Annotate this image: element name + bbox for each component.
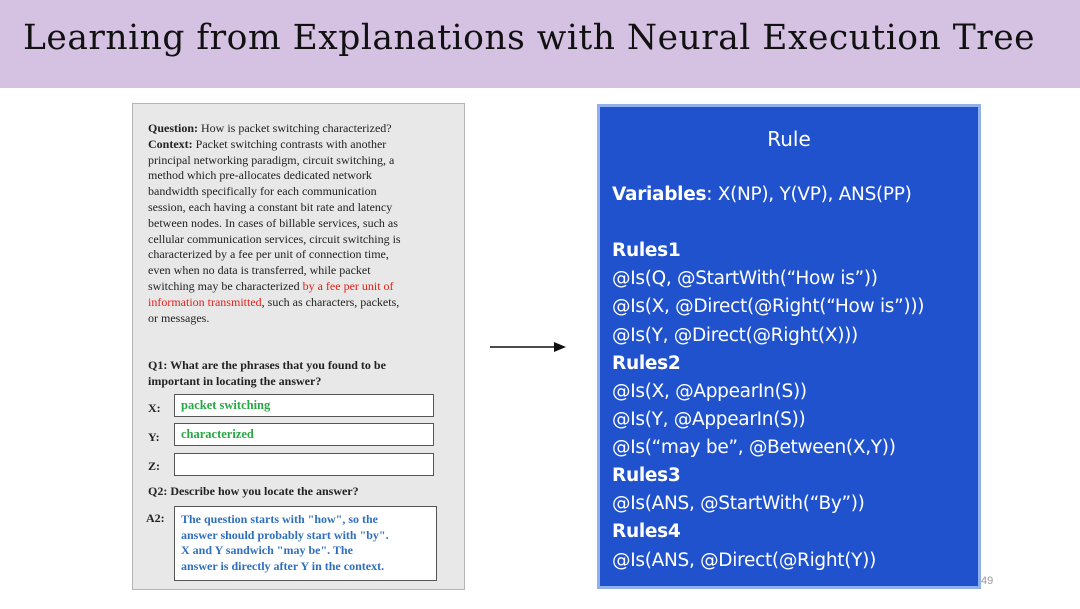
x-field[interactable]: packet switching (174, 394, 434, 417)
x-label: X: (148, 401, 161, 415)
context-line-10 (148, 279, 448, 295)
a2-line-4: answer is directly after Y in the context. (181, 558, 385, 573)
context-line-8: characterized by a fee per unit of connection time, (148, 247, 389, 262)
question-line (148, 121, 448, 137)
context-line-6: between nodes. In cases of billable services, such as (148, 215, 398, 230)
q2-prompt: Q2: Describe how you locate the answer? (148, 484, 359, 498)
question-context-passage (148, 121, 448, 326)
right-arrow-icon (490, 337, 570, 357)
rule-line: @Is(Y, @Direct(@Right(X))) (612, 325, 858, 346)
context-line-2: principal networking paradigm, circuit switching, a (148, 152, 395, 167)
context-line-4: bandwidth specifically for each communication (148, 184, 377, 199)
title-bar (0, 0, 1080, 88)
q1-line-2: important in locating the answer? (148, 373, 322, 388)
variables-line (612, 184, 912, 205)
a2-label: A2: (146, 511, 165, 525)
page-number: 49 (981, 575, 994, 587)
question-text: How is packet switching characterized? (201, 121, 392, 135)
context-line-7: cellular communication services, circuit switching is (148, 231, 401, 246)
rule-line: @Is(X, @Direct(@Right(“How is”))) (612, 296, 925, 317)
variables-label: Variables (612, 184, 707, 205)
rules4-heading: Rules4 (612, 521, 681, 542)
rule-line: @Is(“may be”, @Between(X,Y)) (612, 437, 896, 458)
rule-line: @Is(Y, @AppearIn(S)) (612, 409, 806, 430)
context-line-3: method which pre-allocates dedicated network (148, 168, 372, 183)
rule-line: @Is(ANS, @Direct(@Right(Y)) (612, 550, 876, 571)
a2-line-2: answer should probably start with "by". (181, 527, 389, 542)
z-field[interactable] (174, 453, 434, 476)
context-line-12: or messages. (148, 310, 210, 325)
context-line-11 (148, 295, 448, 311)
variables-text: : X(NP), Y(VP), ANS(PP) (706, 184, 912, 205)
rule-line: @Is(ANS, @StartWith(“By”)) (612, 493, 865, 514)
slide-title: Learning from Explanations with Neural Execution Tree (23, 18, 1036, 58)
a2-line-3: X and Y sandwich "may be". The (181, 543, 353, 557)
q1-line-1: Q1: What are the phrases that you found to be (148, 358, 386, 372)
rules1-heading: Rules1 (612, 240, 681, 261)
context-label: Context: (148, 136, 193, 151)
rule-line: @Is(X, @AppearIn(S)) (612, 381, 807, 402)
y-field[interactable]: characterized (174, 423, 434, 446)
context-text-10: switching may be characterized (148, 278, 303, 293)
context-text-11: , such as characters, packets, (261, 294, 400, 309)
rule-line: @Is(Q, @StartWith(“How is”)) (612, 268, 878, 289)
highlighted-answer-part-2: information transmitted (148, 294, 262, 309)
context-text-1: Packet switching contrasts with another (192, 136, 387, 151)
context-line-9: even when no data is transferred, while packet (148, 263, 371, 278)
rules3-heading: Rules3 (612, 465, 681, 486)
rule-panel-title: Rule (767, 127, 811, 151)
a2-explanation-field[interactable] (174, 506, 437, 581)
z-label: Z: (148, 459, 160, 473)
rule-panel (597, 104, 981, 589)
a2-line-1: The question starts with "how", so the (181, 512, 379, 526)
context-line-1 (148, 137, 448, 153)
highlighted-answer-part-1: by a fee per unit of (302, 278, 394, 293)
context-line-5: session, each having a constant bit rate and latency (148, 199, 393, 214)
qa-example-panel (132, 103, 465, 590)
y-label: Y: (148, 430, 160, 444)
question-label: Question: (148, 121, 199, 135)
rules2-heading: Rules2 (612, 353, 681, 374)
q1-prompt (148, 358, 448, 389)
